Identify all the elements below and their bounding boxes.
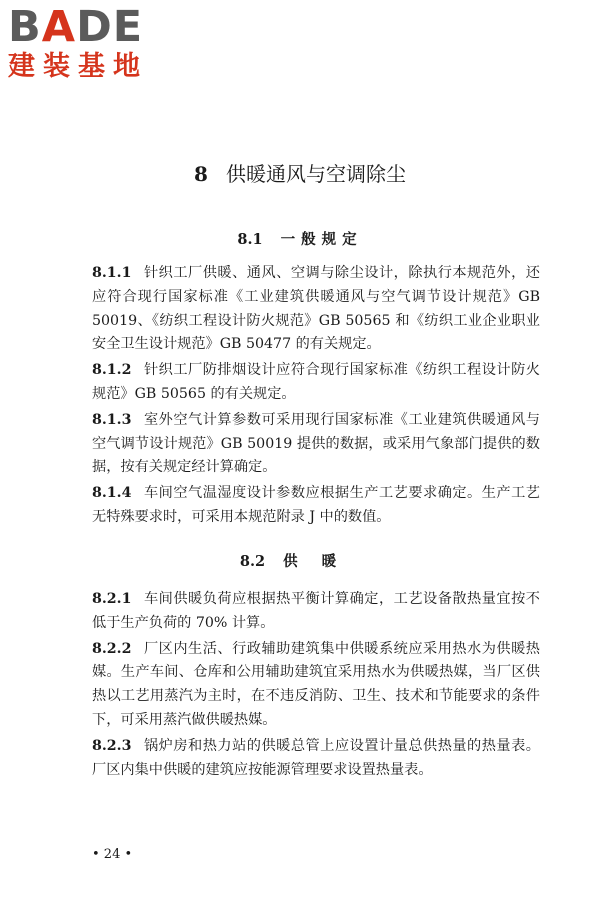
section-heading — [0, 228, 600, 252]
clause-text: 厂区内生活、行政辅助建筑集中供暖系统应采用热水为供暖热媒。生产车间、仓库和公用辅助建筑宜采用热水为供暖热媒，当厂区供热以工艺用蒸汽为主时，在不违反消防、卫生、技术和节能要求的条件下，可采用蒸汽做供暖热媒。 — [92, 640, 540, 728]
logo — [8, 4, 178, 83]
clause-number: 8.1.4 — [92, 485, 132, 502]
clause-paragraph — [92, 735, 540, 783]
clause-text: 锅炉房和热力站的供暖总管上应设置计量总供热量的热量表。厂区内集中供暖的建筑应按能源管理要求设置热量表。 — [92, 737, 540, 778]
clause-text: 针织工厂防排烟设计应符合现行国家标准《纺织工程设计防火规范》GB 50565 的有关规定。 — [92, 362, 540, 402]
section-body — [92, 262, 540, 532]
section-title: 供暖 — [283, 553, 361, 570]
clause-paragraph — [92, 262, 540, 357]
logo-letter-b: B — [8, 2, 42, 52]
clause-text: 车间空气温湿度设计参数应根据生产工艺要求确定。生产工艺无特殊要求时，可采用本规范附录 J 中的数值。 — [92, 485, 540, 525]
clause-paragraph — [92, 638, 540, 733]
clause-number: 8.1.3 — [92, 411, 132, 428]
logo-wordmark — [8, 4, 178, 50]
section-number: 8.1 — [237, 231, 263, 248]
clause-paragraph — [92, 359, 540, 407]
clause-text: 室外空气计算参数可采用现行国家标准《工业建筑供暖通风与空气调节设计规范》GB 50019 提供的数据，或采用气象部门提供的数据，按有关规定经计算确定。 — [92, 411, 540, 476]
clause-paragraph — [92, 482, 540, 530]
clause-text: 针织工厂供暖、通风、空调与除尘设计，除执行本规范外，还应符合现行国家标准《工业建筑供暖通风与空气调节设计规范》GB 50019、《纺织工程设计防火规范》GB 50565 和《纺织工业企业职业安全卫生设计规范》GB 50477 的有关规定。 — [92, 265, 540, 353]
logo-subtitle: 建装基地 — [8, 51, 148, 82]
section-body — [92, 588, 540, 784]
clause-number: 8.2.2 — [92, 640, 132, 657]
section-title: 一般规定 — [280, 231, 363, 248]
clause-number: 8.2.3 — [92, 737, 132, 754]
chapter-heading — [0, 160, 600, 188]
logo-letter-a: A — [41, 2, 77, 52]
section-number: 8.2 — [239, 553, 266, 570]
clause-paragraph — [92, 588, 540, 636]
clause-paragraph — [92, 409, 540, 480]
chapter-title: 供暖通风与空调除尘 — [225, 162, 406, 186]
chapter-number: 8 — [194, 162, 208, 186]
section-heading — [0, 550, 600, 574]
clause-number: 8.1.2 — [92, 362, 132, 379]
clause-number: 8.2.1 — [92, 591, 132, 607]
clause-number: 8.1.1 — [92, 265, 132, 281]
logo-letters-de: DE — [76, 2, 144, 52]
clause-text: 车间供暖负荷应根据热平衡计算确定，工艺设备散热量宜按不低于生产负荷的 70% 计算。 — [92, 591, 540, 631]
page-number: • 24 • — [92, 847, 133, 862]
